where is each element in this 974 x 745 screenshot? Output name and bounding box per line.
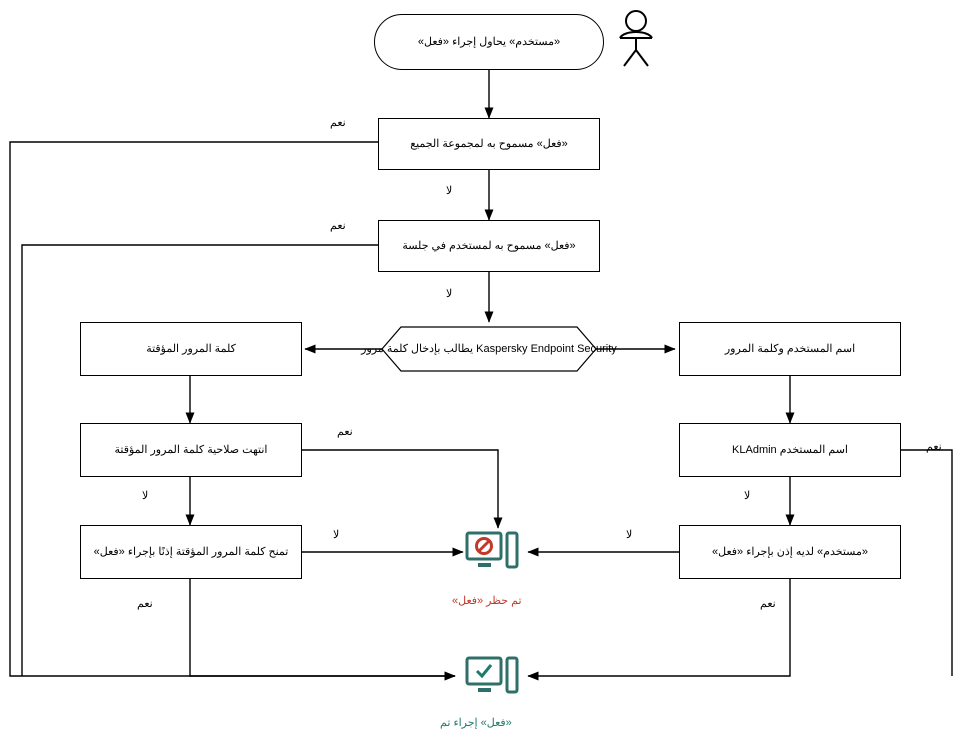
user-actor-icon (608, 8, 664, 70)
edge-label-userallowed-yes: نعم (760, 598, 776, 610)
node-allowed-everyone (378, 118, 600, 170)
node-start-label: «مستخدم» يحاول إجراء «فعل» (417, 35, 561, 48)
node-user-allowed-action-label: «مستخدم» لديه إذن بإجراء «فعل» (712, 545, 868, 558)
node-allowed-session-label: «فعل» مسموح به لمستخدم في جلسة (402, 239, 576, 252)
node-allowed-session (378, 220, 600, 272)
node-klamdin-username-label: اسم المستخدم KLAdmin (732, 443, 848, 456)
edge-label-session-no: لا (446, 288, 453, 300)
edge-label-userallowed-no: لا (626, 529, 633, 541)
node-user-and-password (679, 322, 901, 376)
node-temp-grants-permission-label: تمنح كلمة المرور المؤقتة إذنًا بإجراء «فعل» (93, 545, 289, 558)
node-user-and-password-label: اسم المستخدم وكلمة المرور (724, 342, 856, 355)
node-allowed-everyone-label: «فعل» مسموح به لمجموعة الجميع (410, 137, 568, 150)
edge-label-session-yes: نعم (330, 220, 346, 232)
caption-allowed: «فعل» إجراء تم (440, 717, 512, 729)
monitor-blocked-icon (465, 530, 527, 574)
node-temp-password (80, 322, 302, 376)
edge-label-grants-yes: نعم (137, 598, 153, 610)
edge-label-everyone-no: لا (446, 185, 453, 197)
node-password-decision-label: Kaspersky Endpoint Security يطالب بإدخال كلمة مرور (361, 342, 617, 355)
edge-label-expired-no: لا (142, 490, 149, 502)
caption-blocked: تم حظر «فعل» (452, 595, 522, 607)
edge-label-expired-yes: نعم (337, 426, 353, 438)
node-user-allowed-action (679, 525, 901, 579)
node-temp-grants-permission (80, 525, 302, 579)
node-temp-expired (80, 423, 302, 477)
edge-label-klamdin-no: لا (744, 490, 751, 502)
node-password-decision (361, 326, 617, 372)
monitor-allowed-icon (465, 655, 527, 699)
node-klamdin-username (679, 423, 901, 477)
node-start (374, 14, 604, 70)
node-temp-expired-label: انتهت صلاحية كلمة المرور المؤقتة (114, 443, 268, 456)
edge-label-grants-no: لا (333, 529, 340, 541)
edge-label-everyone-yes: نعم (330, 117, 346, 129)
node-temp-password-label: كلمة المرور المؤقتة (146, 342, 236, 355)
edge-label-klamdin-yes: نعم (926, 441, 942, 453)
